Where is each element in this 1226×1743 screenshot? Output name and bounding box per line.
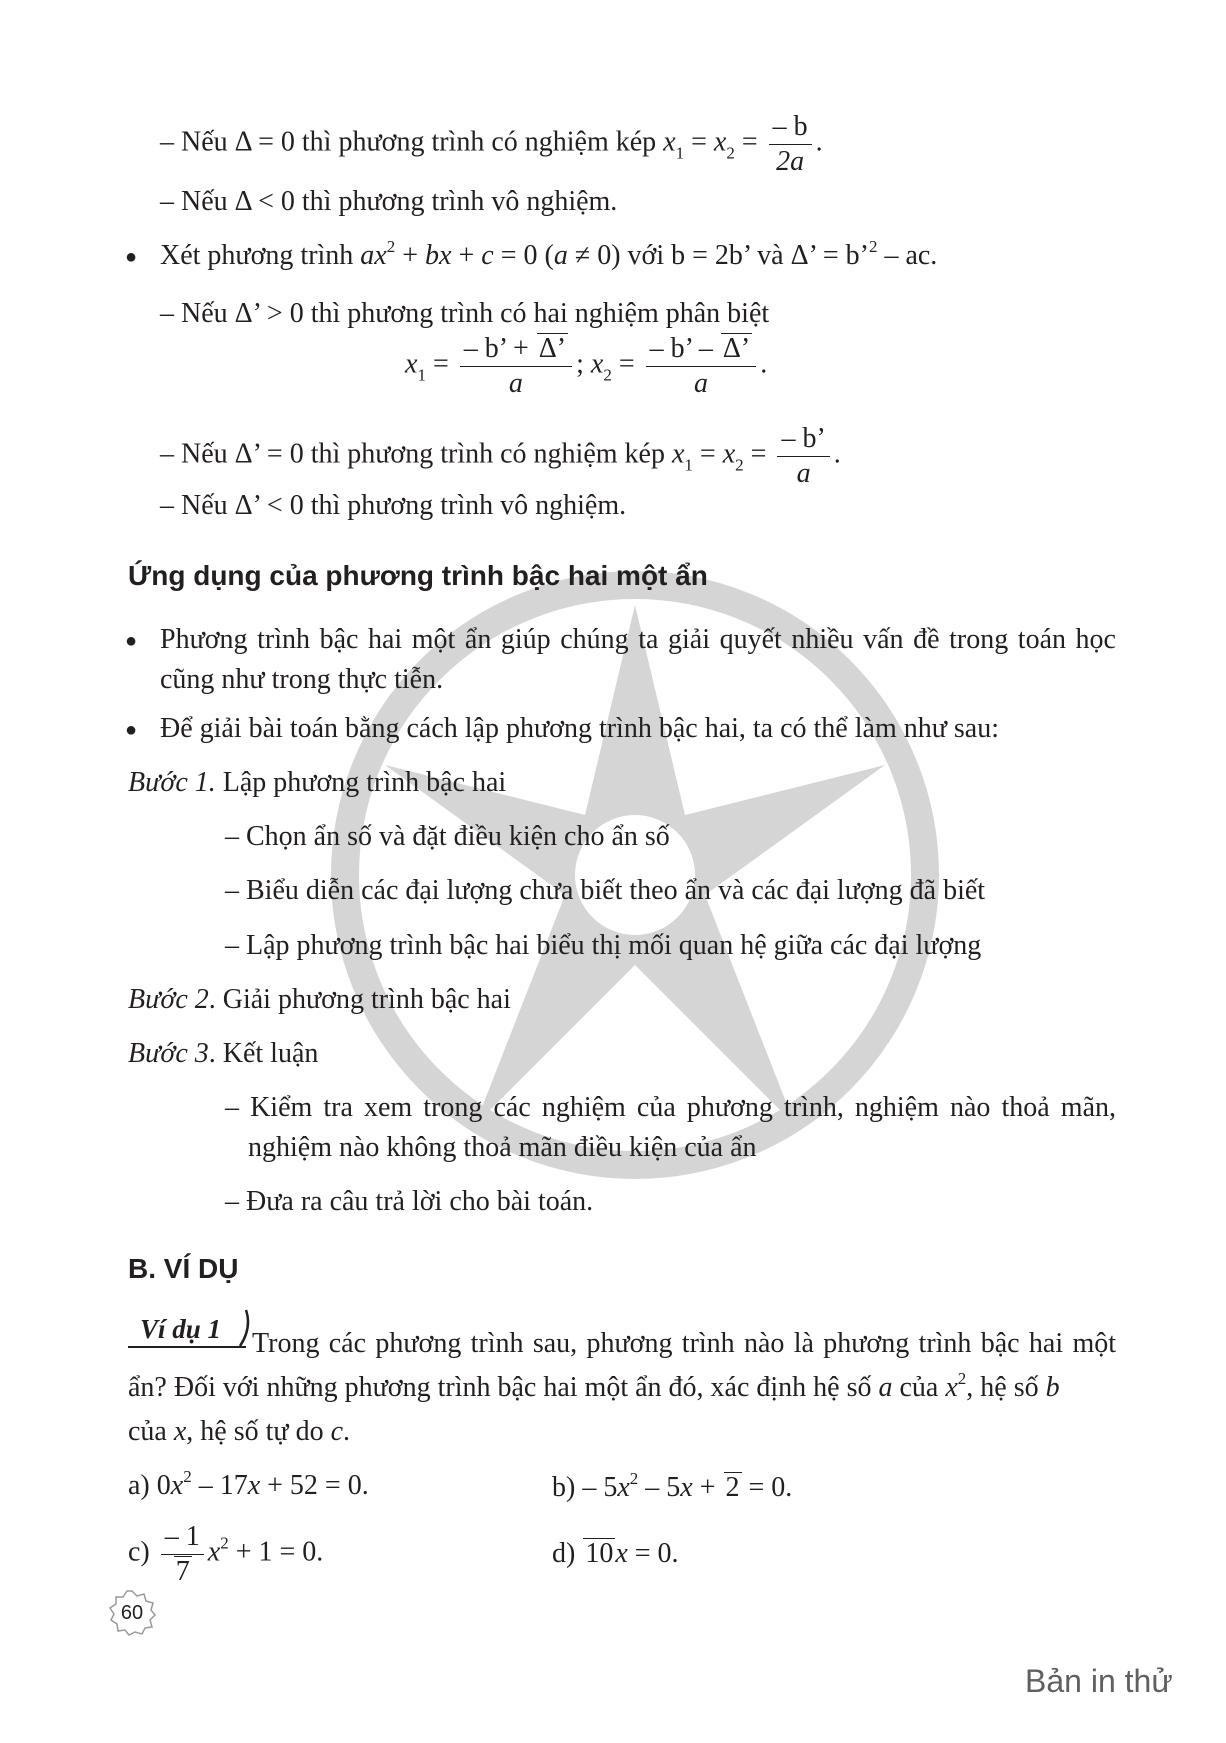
application-bullet2: Để giải bài toán bằng cách lập phương trình bậc hai, ta có thể làm như sau: — [160, 713, 1000, 744]
delta-zero-fraction — [769, 110, 812, 178]
fraction-numerator: – b — [769, 110, 812, 145]
bullet-icon: ● — [125, 246, 138, 268]
x2-denominator: a — [693, 367, 708, 399]
step1-label: Bước 1. — [128, 767, 216, 798]
step2-text: . Giải phương trình bậc hai — [208, 984, 511, 1015]
example1-line3: của x, hệ số tự do c. — [128, 1416, 351, 1447]
step3-label: Bước 3 — [128, 1038, 209, 1069]
sqrt-10: 10 — [585, 1538, 614, 1569]
application-bullet1-line1: Phương trình bậc hai một ẩn giúp chúng ta giải quyết nhiều vấn đề trong toán học — [160, 624, 1116, 655]
example1-item-c: c) $\frac{- 1}{7}$ $x^2 + 1 = 0$. — [128, 1521, 324, 1587]
x1-fraction — [460, 332, 572, 400]
step2-line — [128, 986, 511, 1014]
item-label: d) — [552, 1538, 583, 1569]
sqrt-delta-prime: Δ’ — [722, 333, 751, 364]
step3-line — [128, 1040, 318, 1068]
example-label-bracket-icon — [236, 1308, 252, 1348]
step3-item1-line2: nghiệm nào không thoả mãn điều kiện của ẩn — [248, 1132, 757, 1163]
fraction-numerator: – b’ — [777, 422, 829, 457]
intro-tail: – ac. — [877, 240, 938, 271]
intro-condition: với b = 2b’ và Δ’ = b’ — [627, 240, 869, 271]
section-heading-examples: B. VÍ DỤ — [128, 1253, 239, 1284]
print-proof-note: Bản in thử — [1025, 1663, 1173, 1699]
dprime-roots-formula: $x_1$ = $\frac{- b’ + \Delta’}{a}$ ; $x_2$ = $\frac{- b’ - \Delta’}{a}$ . — [405, 333, 768, 399]
step3-item2: – Đưa ra câu trả lời cho bài toán. — [225, 1186, 594, 1217]
page-number-text: 60 — [120, 1602, 144, 1624]
dprime-zero-text: – Nếu Δ’ = 0 thì phương trình có nghiệm kép — [160, 438, 665, 470]
example1-item-d: d) 10x = 0. — [552, 1538, 679, 1569]
example1-line2: ẩn? Đối với những phương trình bậc hai một ẩn đó, xác định hệ số a của $x^2$, hệ số b — [128, 1369, 1060, 1403]
example1-line2-a: ẩn? Đối với những phương trình bậc hai một ẩn đó, xác định hệ số — [128, 1372, 872, 1403]
step1-item: – Biểu diễn các đại lượng chưa biết theo ẩn và các đại lượng đã biết — [225, 875, 986, 906]
example1-line2-c: , hệ số — [966, 1372, 1039, 1403]
step3-text: . Kết luận — [208, 1038, 319, 1069]
dprime-zero-line: – Nếu Δ’ = 0 thì phương trình có nghiệm kép $x_1 = x_2$ = $\frac{- b’}{a}$ . — [160, 423, 841, 489]
x2-fraction — [646, 332, 757, 400]
intro-text: Xét phương trình — [160, 240, 354, 271]
step1-item: – Lập phương trình bậc hai biểu thị mối quan hệ giữa các đại lượng — [225, 930, 982, 961]
item-label: c) — [128, 1536, 157, 1568]
example-label — [128, 1310, 246, 1348]
dprime-zero-fraction — [777, 422, 829, 490]
step3-item1-line1: – Kiểm tra xem trong các nghiệm của phương trình, nghiệm nào thoả mãn, — [225, 1092, 1116, 1123]
item-label: b) — [552, 1472, 583, 1503]
fraction-denominator: a — [796, 457, 811, 489]
bullet-icon: ● — [125, 719, 138, 741]
example1-line1: Trong các phương trình sau, phương trình nào là phương trình bậc hai một — [252, 1328, 1116, 1359]
fraction-denominator: 2a — [776, 145, 805, 177]
example1-line3-a: của — [128, 1416, 167, 1447]
sqrt-delta-prime: Δ’ — [538, 333, 567, 364]
delta-zero-text: – Nếu Δ = 0 thì phương trình có nghiệm kép — [160, 126, 657, 158]
x1-numerator: – b’ + — [463, 333, 536, 364]
example1-line3-b: , hệ số tự do — [186, 1416, 324, 1447]
sqrt-2: 2 — [725, 1472, 740, 1503]
example1-line2-b: của — [899, 1372, 939, 1403]
item-c-fraction — [161, 1520, 204, 1588]
delta-negative-line: – Nếu Δ < 0 thì phương trình vô nghiệm. — [160, 186, 618, 217]
page-number-badge — [107, 1588, 157, 1638]
sqrt-7: 7 — [175, 1555, 190, 1587]
step1-item: – Chọn ẩn số và đặt điều kiện cho ẩn số — [225, 821, 670, 852]
dprime-negative-line: – Nếu Δ’ < 0 thì phương trình vô nghiệm. — [160, 490, 627, 521]
reduced-discriminant-intro: Xét phương trình $ax^2$ + bx + c = 0 (a ≠ 0) với b = 2b’ và Δ’ = b’$^2$ – ac. — [160, 237, 938, 271]
step2-label: Bước 2 — [128, 984, 209, 1015]
example-label-text: Ví dụ 1 — [140, 1314, 222, 1344]
step1-text: Lập phương trình bậc hai — [222, 767, 507, 798]
bullet-icon: ● — [125, 630, 138, 652]
x1-denominator: a — [508, 367, 523, 399]
item-label: a) — [128, 1470, 157, 1501]
example1-item-a: a) $0x^2 - 17x + 52 = 0$. — [128, 1467, 369, 1501]
x2-numerator: – b’ – — [649, 333, 720, 364]
fraction-numerator: – 1 — [161, 1520, 204, 1555]
example1-item-b: $b) - 5x^2 - 5x + 2 = 0$. — [552, 1469, 793, 1503]
delta-zero-line: – Nếu Δ = 0 thì phương trình có nghiệm kép $x_1 = x_2$ = $\frac{- b}{2a}$ . — [160, 111, 823, 177]
step1-line — [128, 769, 506, 797]
section-heading-application: Ứng dụng của phương trình bậc hai một ẩn — [128, 560, 708, 591]
application-bullet1-line2: cũng như trong thực tiễn. — [160, 664, 444, 695]
dprime-positive-line: – Nếu Δ’ > 0 thì phương trình có hai nghiệm phân biệt — [160, 298, 770, 329]
